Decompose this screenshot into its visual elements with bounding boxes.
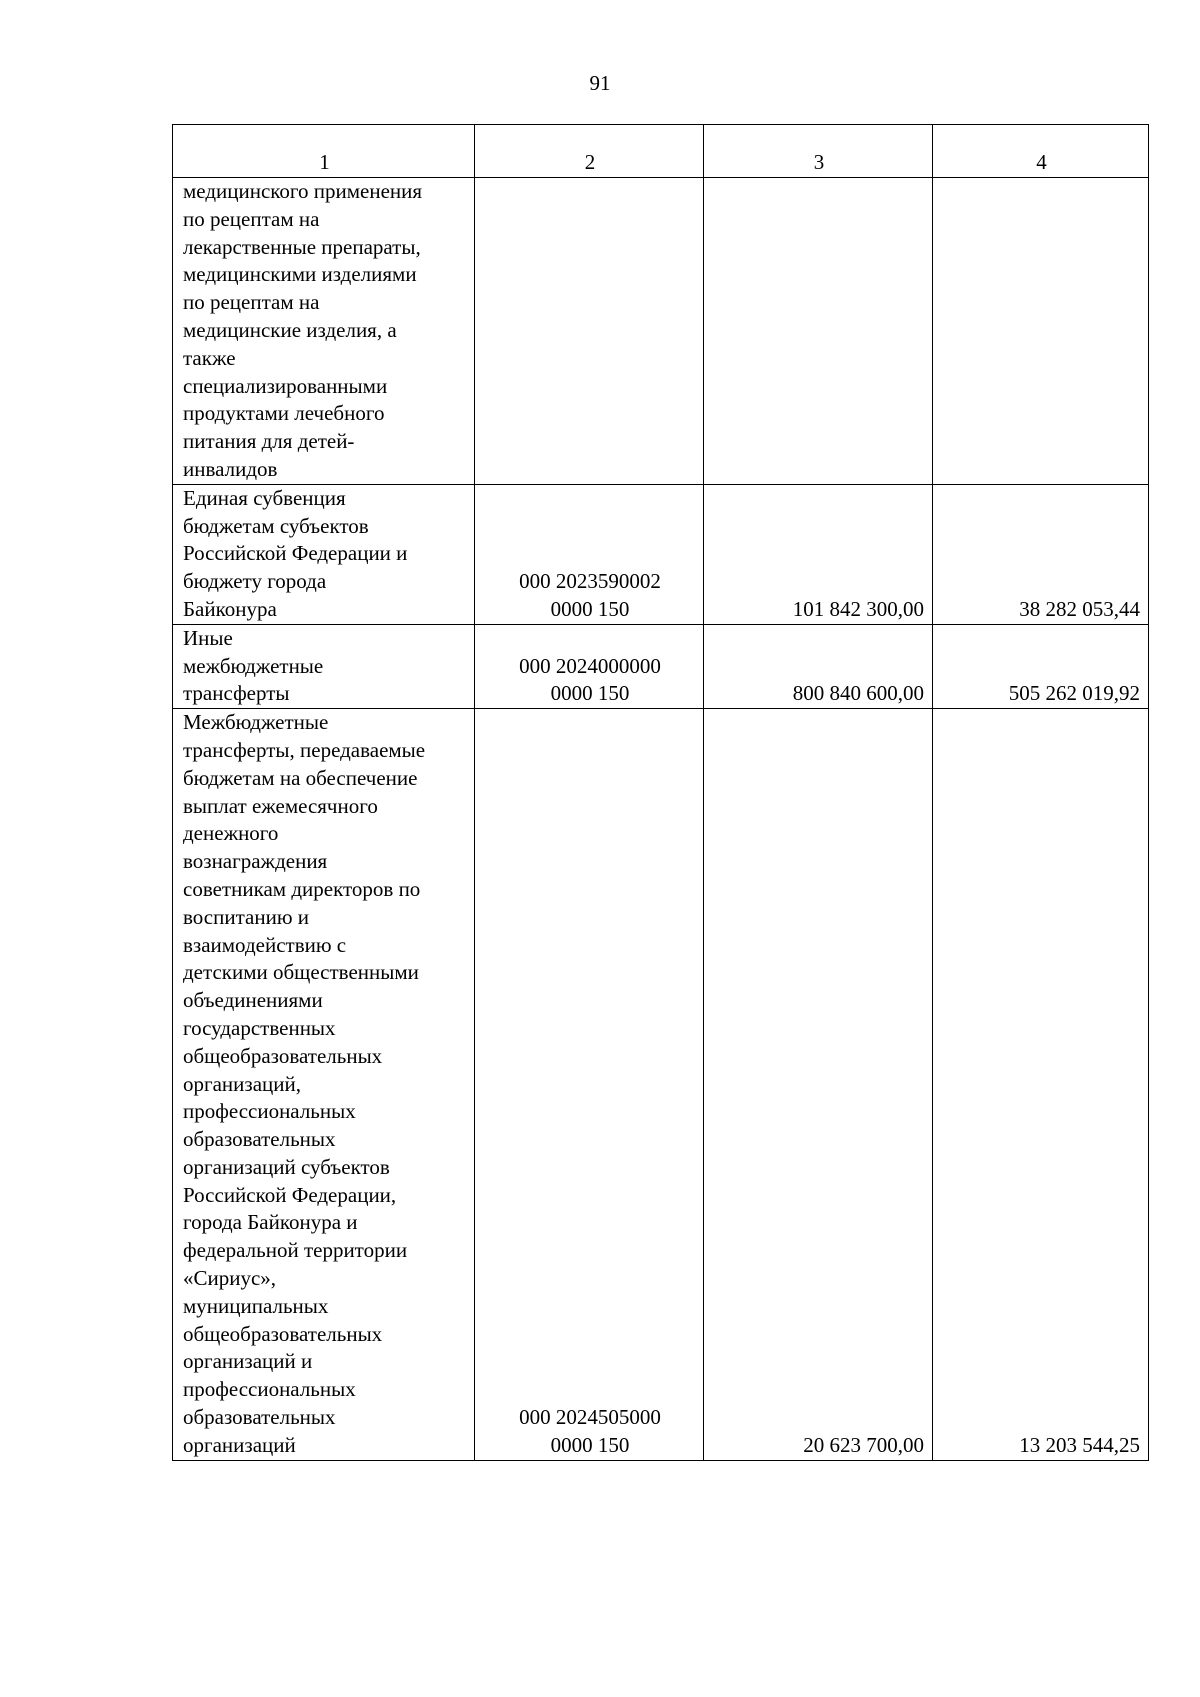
row-name: Иные межбюджетные трансферты [173,624,475,708]
row-actual: 505 262 019,92 [933,624,1149,708]
row-actual [933,178,1149,485]
row-plan: 101 842 300,00 [704,484,933,624]
row-code [475,178,704,485]
header-col-4: 4 [933,125,1149,178]
row-code: 000 2023590002 0000 150 [475,484,704,624]
header-row [173,125,1149,178]
row-plan: 20 623 700,00 [704,709,933,1461]
budget-table [172,124,1149,1461]
table-row [173,624,1149,708]
row-actual: 38 282 053,44 [933,484,1149,624]
row-code: 000 2024505000 0000 150 [475,709,704,1461]
row-plan: 800 840 600,00 [704,624,933,708]
header-col-1: 1 [173,125,475,178]
header-col-3: 3 [704,125,933,178]
header-col-2: 2 [475,125,704,178]
row-actual: 13 203 544,25 [933,709,1149,1461]
row-name: Межбюджетные трансферты, передаваемые бюджетам на обеспечение выплат ежемесячного денежного вознаграждения советникам директоров по воспитанию и взаимодействию с детскими общественными объединениями государственных общеобразовательных организаций, профессиональных образовательных организаций субъектов Российской Федерации, города Байконура и федеральной территории «Сириус», муниципальных общеобразовательных организаций и профессиональных образовательных организаций [173,709,475,1461]
row-name: Единая субвенция бюджетам субъектов Российской Федерации и бюджету города Байконура [173,484,475,624]
row-name: медицинского применения по рецептам на лекарственные препараты, медицинскими изделиями по рецептам на медицинские изделия, а также специализированными продуктами лечебного питания для детей- инвалидов [173,178,475,485]
row-plan [704,178,933,485]
table-row [173,484,1149,624]
page-number: 91 [589,71,611,95]
table-row [173,178,1149,485]
table-row [173,709,1149,1461]
row-code: 000 2024000000 0000 150 [475,624,704,708]
